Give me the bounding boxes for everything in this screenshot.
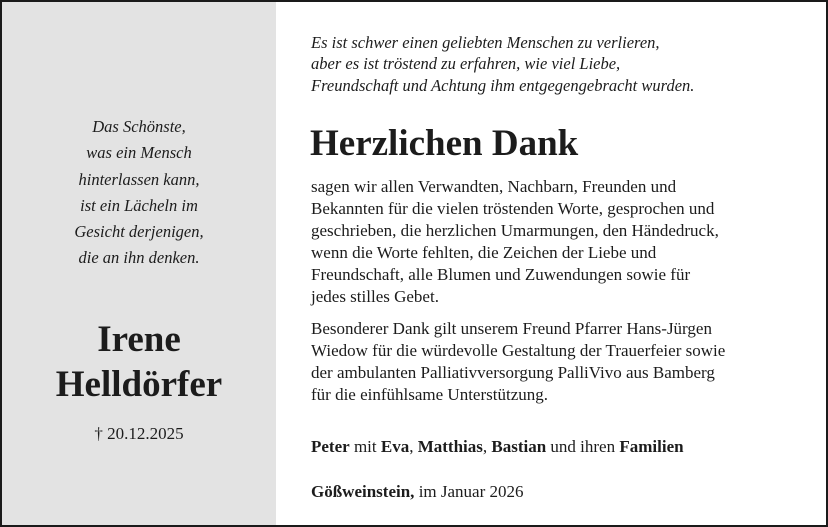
left-panel [2,2,276,525]
poem-line: hinterlassen kann, [78,169,200,189]
poem-line: Das Schönste, [92,117,186,136]
signature-name: Familien [619,437,684,456]
signature-text: , [482,437,492,456]
special-thanks-paragraph [311,318,725,406]
paragraph-line: Wiedow für die würdevolle Gestaltung der Trauerfeier sowie [311,340,726,360]
signature-text: und ihren [546,437,620,456]
paragraph-line: der ambulanten Palliativversorgung PalliVivo aus Bamberg [311,362,715,382]
paragraph-line: sagen wir allen Verwandten, Nachbarn, Freunden und [311,177,677,196]
last-name: Helldörfer [55,364,223,405]
paragraph-line: jedes stilles Gebet. [311,286,439,306]
signature-text: , [409,437,418,456]
signature-name: Peter [311,437,350,456]
date: im Januar 2026 [414,482,524,501]
paragraph-line: für die einfühlsame Unterstützung. [311,384,548,404]
deceased-name [2,317,276,407]
death-date: † 20.12.2025 [94,424,184,443]
quote-line: Freundschaft und Achtung ihm entgegengebracht wurden. [311,75,695,95]
paragraph-line: Freundschaft, alle Blumen und Zuwendungen sowie für [311,264,691,284]
poem-line: die an ihn denken. [78,248,200,268]
signature-name: Matthias [417,437,483,456]
quote-line: aber es ist tröstend zu erfahren, wie viel Liebe, [311,54,621,74]
signature-name: Eva [380,437,410,456]
paragraph-line: geschrieben, die herzlichen Umarmungen, den Händedruck, [311,220,719,240]
signature-name: Bastian [491,437,547,456]
place-date [311,481,524,503]
paragraph-line: wenn die Worte fehlten, die Zeichen der Liebe und [311,242,657,262]
signature-text: mit [349,437,381,456]
signature [311,436,684,458]
paragraph-line: Bekannten für die vielen tröstenden Worte, gesprochen und [311,198,715,218]
thanks-paragraph [311,176,719,307]
heading: Herzlichen Dank [310,123,579,164]
poem-line: ist ein Lächeln im [80,195,198,215]
place: Gößweinstein, [311,482,415,501]
poem-line: Gesicht derjenigen, [74,222,204,242]
poem [2,114,276,272]
paragraph-line: Besonderer Dank gilt unserem Freund Pfarrer Hans-Jürgen [311,319,712,338]
quote [311,32,811,96]
first-name: Irene [97,319,181,360]
poem-line: was ein Mensch [86,143,192,163]
quote-line: Es ist schwer einen geliebten Menschen zu verlieren, [311,33,660,52]
